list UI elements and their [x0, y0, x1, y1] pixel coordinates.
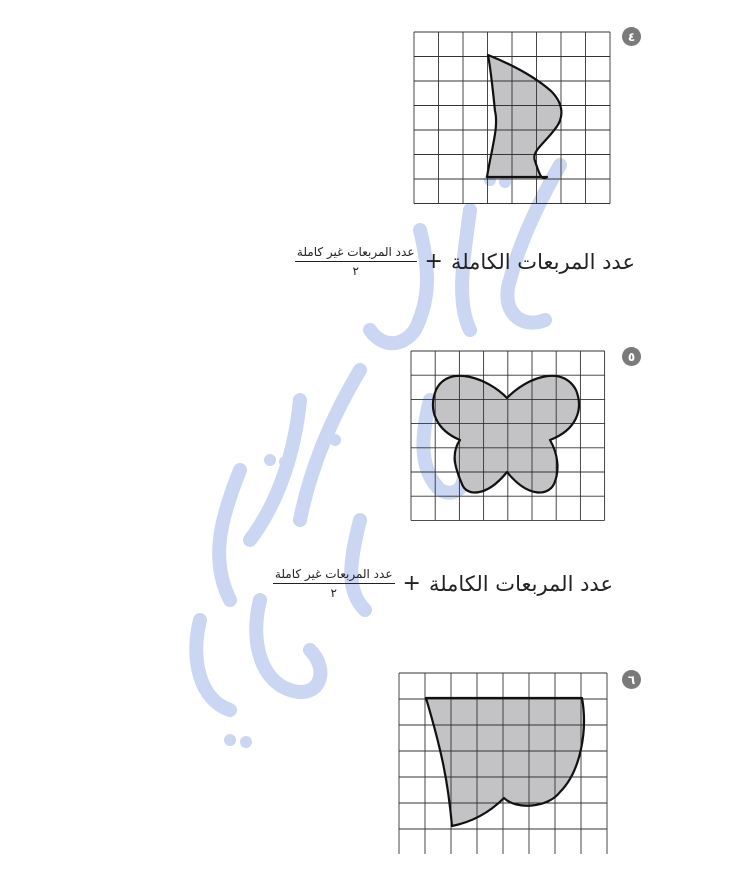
grid-figure-4 [413, 31, 613, 205]
plus-sign: + [402, 571, 421, 596]
formula-main-text: عدد المربعات الكاملة [450, 249, 635, 274]
fraction-numerator: عدد المربعات غير كاملة [273, 567, 395, 584]
area-formula-5 [273, 567, 613, 600]
formula-main-text: عدد المربعات الكاملة [428, 571, 613, 596]
problem-number-badge: ٦ [622, 670, 641, 689]
grid-figure-5 [410, 350, 606, 522]
area-formula-4 [295, 245, 635, 278]
fraction-denominator: ٢ [330, 586, 337, 600]
problem-number-badge: ٤ [622, 27, 641, 46]
fraction-denominator: ٢ [352, 264, 359, 278]
plus-sign: + [424, 249, 443, 274]
fraction [273, 567, 395, 600]
grid-figure-6 [398, 672, 610, 854]
problem-number-badge: ٥ [622, 347, 641, 366]
fraction-numerator: عدد المربعات غير كاملة [295, 245, 417, 262]
fraction [295, 245, 417, 278]
